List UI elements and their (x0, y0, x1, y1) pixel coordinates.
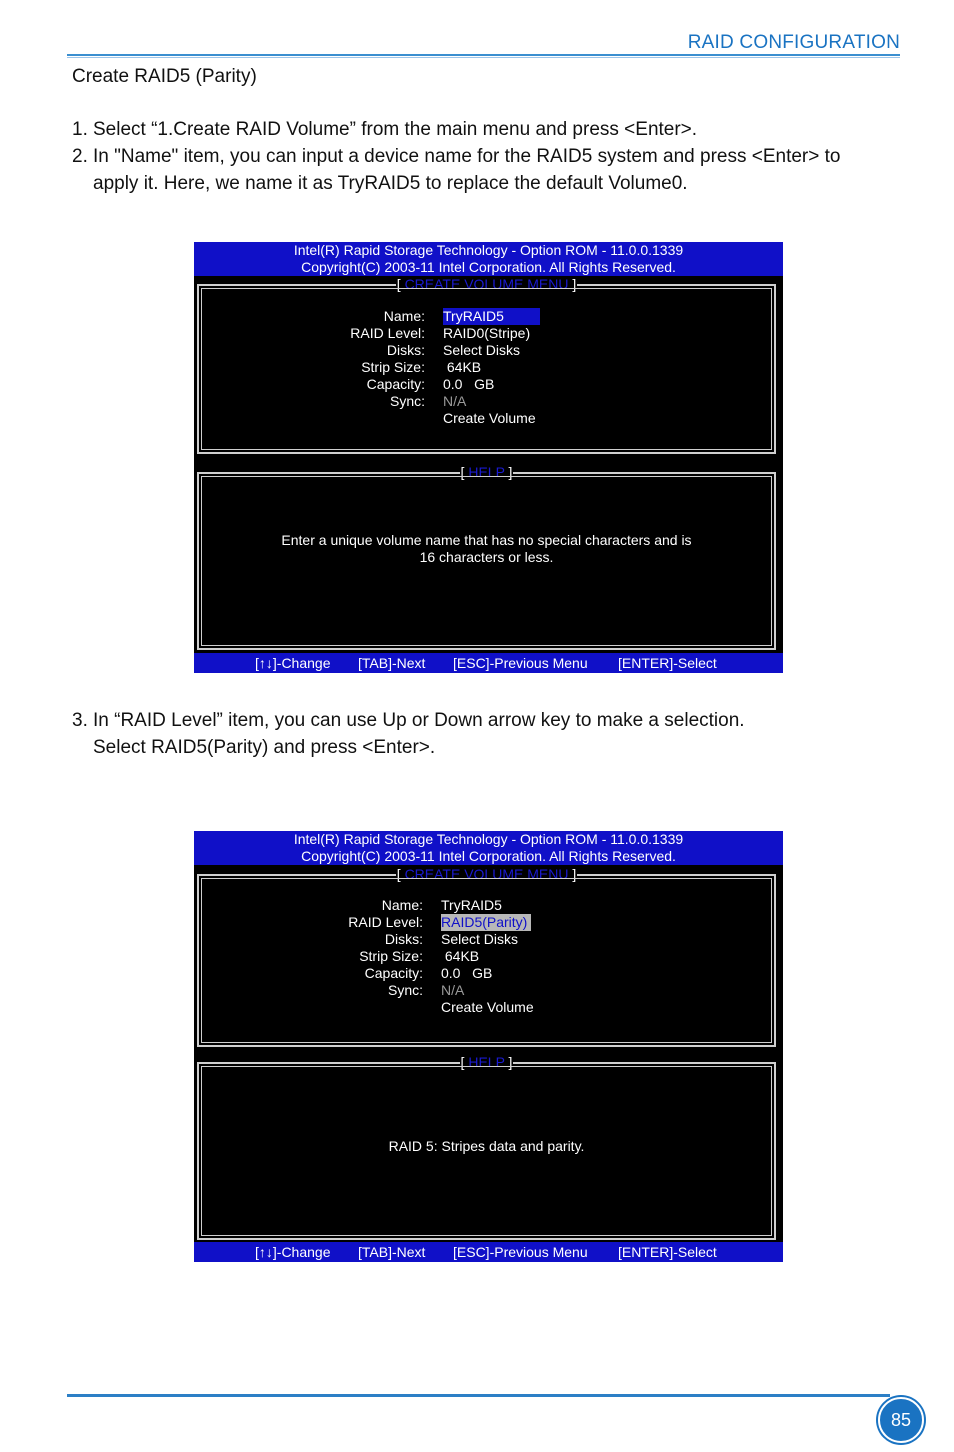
step-text: In "Name" item, you can input a device name for the RAID5 system and press <Enter> to (93, 146, 841, 167)
step-number: 3. (72, 710, 88, 731)
field-raid-level[interactable] (199, 914, 774, 931)
help-panel (197, 1054, 776, 1240)
page-number-badge: 85 (878, 1397, 924, 1443)
field-capacity[interactable] (199, 965, 774, 982)
help-text-line: RAID 5: Stripes data and parity. (388, 1138, 585, 1154)
field-capacity[interactable] (199, 376, 774, 393)
disks-select[interactable]: Select Disks (443, 342, 521, 358)
menu-panel-title-text: CREATE VOLUME MENU (404, 866, 569, 882)
field-label: Sync: (389, 393, 425, 409)
field-raid-level[interactable] (199, 325, 774, 342)
bios-copyright: Copyright(C) 2003-11 Intel Corporation. All Rights Reserved. (301, 847, 676, 864)
key-hint-change: [↑↓]-Change (255, 1244, 331, 1260)
bios-copyright: Copyright(C) 2003-11 Intel Corporation. All Rights Reserved. (301, 258, 676, 275)
create-volume-menu-panel (197, 866, 776, 1047)
bios-key-help-bar (194, 1242, 783, 1262)
bios-key-help-bar (194, 653, 783, 673)
field-label: Strip Size: (359, 948, 423, 964)
disks-select[interactable]: Select Disks (441, 931, 519, 947)
bios-title: Intel(R) Rapid Storage Technology - Option ROM - 11.0.0.1339 (293, 831, 684, 847)
field-sync (199, 982, 774, 999)
help-panel-title: [ HELP ] (460, 464, 513, 480)
help-text-line: 16 characters or less. (419, 549, 554, 565)
menu-panel-title: [ CREATE VOLUME MENU ] (396, 866, 577, 882)
field-sync (199, 393, 774, 410)
step-number: 1. (72, 119, 88, 140)
field-name[interactable] (199, 308, 774, 325)
section-header-title: RAID CONFIGURATION (687, 32, 900, 53)
help-panel (197, 464, 776, 650)
step-text-continued: Select RAID5(Parity) and press <Enter>. (93, 737, 436, 758)
step-2 (72, 143, 840, 197)
step-number: 2. (72, 146, 88, 167)
help-panel-title: [ HELP ] (460, 1054, 513, 1070)
key-hint-previous: [ESC]-Previous Menu (453, 655, 588, 671)
step-text-continued: apply it. Here, we name it as TryRAID5 to replace the default Volume0. (93, 173, 688, 194)
field-label: RAID Level: (350, 325, 425, 341)
field-label: Disks: (384, 931, 423, 947)
sync-value: N/A (443, 393, 467, 409)
bios-title: Intel(R) Rapid Storage Technology - Option ROM - 11.0.0.1339 (293, 242, 684, 258)
strip-size-select[interactable]: 64KB (441, 948, 480, 964)
step-text: In “RAID Level” item, you can use Up or Down arrow key to make a selection. (93, 710, 745, 731)
footer-divider (67, 1394, 890, 1397)
step-3 (72, 707, 745, 761)
section-title: Create RAID5 (Parity) (72, 66, 257, 87)
field-create[interactable] (199, 999, 774, 1016)
create-volume-menu-panel (197, 276, 776, 454)
field-label: Name: (383, 308, 425, 324)
help-panel-title-text: HELP (468, 464, 505, 480)
step-1 (72, 116, 697, 143)
create-volume-button[interactable]: Create Volume (441, 999, 534, 1015)
create-volume-button[interactable]: Create Volume (443, 410, 536, 426)
field-label: Strip Size: (361, 359, 425, 375)
key-hint-next: [TAB]-Next (358, 655, 426, 671)
field-label: Capacity: (364, 965, 423, 981)
name-input[interactable]: TryRAID5 (441, 897, 502, 913)
bios-screenshot-raid-level (194, 831, 783, 1262)
field-disks[interactable] (199, 342, 774, 359)
key-hint-select: [ENTER]-Select (618, 1244, 717, 1260)
field-label: Capacity: (366, 376, 425, 392)
field-name[interactable] (199, 897, 774, 914)
field-disks[interactable] (199, 931, 774, 948)
key-hint-next: [TAB]-Next (358, 1244, 426, 1260)
sync-value: N/A (441, 982, 465, 998)
field-label: RAID Level: (348, 914, 423, 930)
key-hint-select: [ENTER]-Select (618, 655, 717, 671)
key-hint-previous: [ESC]-Previous Menu (453, 1244, 588, 1260)
menu-panel-title: [ CREATE VOLUME MENU ] (396, 276, 577, 292)
strip-size-select[interactable]: 64KB (443, 359, 482, 375)
field-create[interactable] (199, 410, 774, 427)
field-strip-size[interactable] (199, 359, 774, 376)
header-divider-thin (67, 57, 900, 58)
raid-level-select[interactable]: RAID0(Stripe) (443, 325, 531, 341)
key-hint-change: [↑↓]-Change (255, 655, 331, 671)
help-text-line: Enter a unique volume name that has no special characters and is (281, 532, 692, 548)
bios-screenshot-name (194, 242, 783, 673)
bios-title-bar (194, 831, 783, 865)
field-strip-size[interactable] (199, 948, 774, 965)
help-panel-title-text: HELP (468, 1054, 505, 1070)
step-text: Select “1.Create RAID Volume” from the main menu and press <Enter>. (93, 119, 698, 140)
header-divider (67, 54, 900, 56)
menu-panel-title-text: CREATE VOLUME MENU (404, 276, 569, 292)
field-label: Name: (381, 897, 423, 913)
field-label: Sync: (387, 982, 423, 998)
raid-level-select[interactable]: RAID5(Parity) (441, 914, 531, 931)
capacity-input[interactable]: 0.0 GB (441, 965, 493, 981)
capacity-input[interactable]: 0.0 GB (443, 376, 495, 392)
name-input[interactable]: TryRAID5 (443, 308, 540, 325)
bios-title-bar (194, 242, 783, 276)
field-label: Disks: (386, 342, 425, 358)
